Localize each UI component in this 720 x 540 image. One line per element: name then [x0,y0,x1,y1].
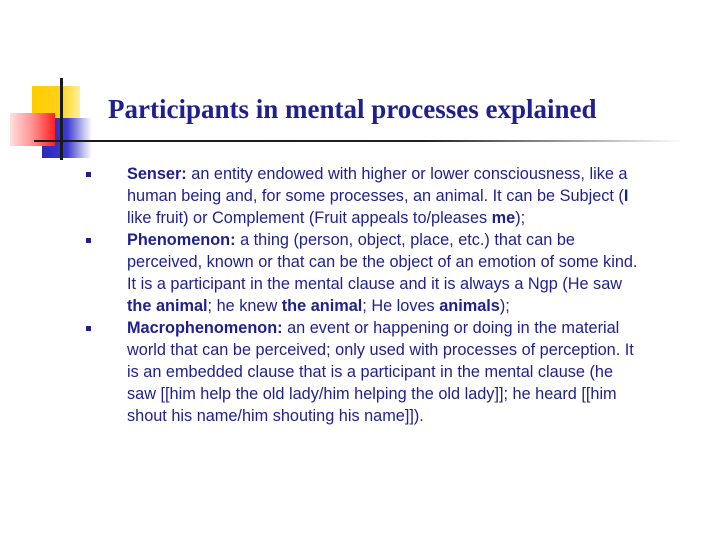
text: It is a participant in the mental clause and it is always a Ngp (He saw [127,275,623,293]
text: is an embedded clause that is a participant in the mental clause (he [127,363,614,381]
bold-text: Macrophenomenon: [127,319,283,337]
text: saw [[him help the old lady/him helping the old lady]]; he heard [[him [127,385,617,403]
bullet-list [86,163,637,427]
bullet-item [86,317,637,427]
text: ); [515,209,526,227]
text: a thing (person, object, place, etc.) that can be [235,231,575,249]
bullet-line [127,207,637,229]
bold-text: Phenomenon: [127,231,236,249]
square-bullet-icon [86,172,91,177]
bullet-line [127,295,637,317]
bullet-item [86,229,637,317]
bold-text: I [623,187,629,205]
bullet-line [127,383,637,405]
square-bullet-icon [86,238,91,243]
bullet-line [127,361,637,383]
decor-vertical-line [60,78,63,160]
slide-title: Participants in mental processes explained [108,94,597,124]
bold-text: the animal [281,297,363,315]
bullet-line [127,229,637,251]
text: perceived, known or that can be the object of an emotion of some kind. [127,253,638,271]
bullet-line [127,251,637,273]
text: world that can be perceived; only used with processes of perception. It [127,341,634,359]
bullet-line [127,163,637,185]
bullet-line [127,185,637,207]
bold-text: me [491,209,516,227]
bold-text: Senser: [127,165,187,183]
text: human being and, for some processes, an animal. It can be Subject ( [127,187,624,205]
bold-text: the animal [127,297,208,315]
title-underline [34,140,684,142]
text: ; he knew [207,297,282,315]
text: shout his name/him shouting his name]]). [127,407,424,425]
text: ); [499,297,510,315]
text: an event or happening or doing in the material [282,319,620,337]
bullet-line [127,273,637,295]
text: an entity endowed with higher or lower consciousness, like a [186,165,628,183]
bold-text: animals [439,297,500,315]
text: ; He loves [362,297,440,315]
bullet-line [127,405,637,427]
bullet-item [86,163,637,229]
bullet-line [127,339,637,361]
text: like fruit) or Complement (Fruit appeals to/pleases [127,209,492,227]
bullet-line [127,317,637,339]
square-bullet-icon [86,326,91,331]
